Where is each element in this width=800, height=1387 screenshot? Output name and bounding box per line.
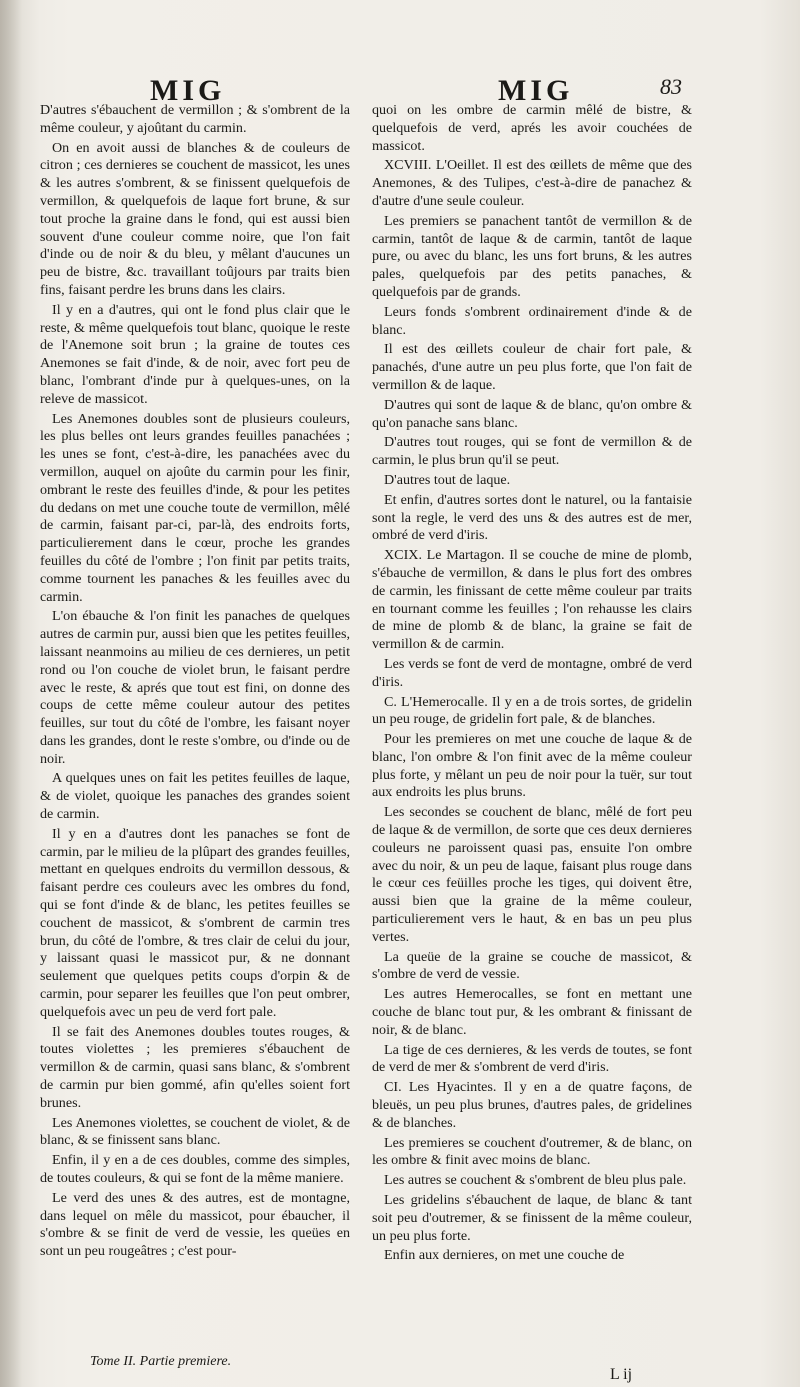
paragraph: Enfin aux dernieres, on met une couche de xyxy=(384,1247,625,1264)
paragraph: XCIX. Le Martagon. Il se couche de mine de plomb, s'ébauche de vermillon, & dans le plus fort des ombres de carmin, les finissant de cette même couleur par traits en tournant comme les feuilles ; l'on rehausse les clairs de mine de plomb & de blanc, la graine se fait de vermillon & de carmin. xyxy=(372,547,692,653)
paragraph: D'autres tout de laque. xyxy=(384,471,511,488)
paragraph: L'on ébauche & l'on finit les panaches de quelques autres de carmin pur, aussi bien que les petites feuilles, laissant neanmoins au milieu de ces dernieres, un petit rond ou l'on couche de violet brun, le faisant perdre avec le reste, & aprés que tout est fini, on donne des coups de cette même couleur autour des petites feuilles, sur tout du côté de l'ombre, les faisant noyer dans les grandes, dont le reste s'ombre, ou d'inde ou de noir. xyxy=(40,608,350,767)
running-head-left: MIG xyxy=(150,74,226,107)
gutter-shadow xyxy=(0,0,22,1387)
paragraph: Les secondes se couchent de blanc, mêlé de fort peu de laque & de vermillon, de sorte que ces deux dernieres couleurs ne paroissent quasi pas, ensuite l'on ombre avec du noir, & un peu de laque, faisant plus rouge dans le cœur ces feüilles proche les tiges, qui doivent être, aussi bien que la graine de la même couleur, particulierement vers le haut, & en bas un peu plus vertes. xyxy=(372,804,692,945)
paragraph: Les Anemones violettes, se couchent de violet, & de blanc, & se finissent sans blanc. xyxy=(40,1114,350,1149)
paragraph: XCVIII. L'Oeillet. Il est des œillets de même que des Anemones, & des Tulipes, c'est-à-dire de panachez & d'autre d'une seule couleur. xyxy=(372,157,692,209)
paragraph: D'autres tout rouges, qui se font de vermillon & de carmin, le plus brun qu'il se peut. xyxy=(372,434,692,469)
signature-mark: L ij xyxy=(610,1366,633,1383)
paragraph: Les verds se font de verd de montagne, ombré de verd d'iris. xyxy=(372,655,692,690)
paragraph: Les gridelins s'ébauchent de laque, de blanc & tant soit peu d'outremer, & se finissent de la même couleur, un peu plus forte. xyxy=(372,1192,692,1244)
paragraph: A quelques unes on fait les petites feuilles de laque, & de violet, quoique les panaches des grandes soient de carmin. xyxy=(40,770,350,823)
running-head-right: MIG xyxy=(498,74,574,107)
paragraph: Il se fait des Anemones doubles toutes rouges, & toutes violettes ; les premieres s'ébauchent de vermillon & de carmin, quasi sans blanc, & s'ombrent de carmin pur bien gommé, afin qu'elles soient fort brunes. xyxy=(40,1023,350,1111)
paragraph: Leurs fonds s'ombrent ordinairement d'inde & de blanc. xyxy=(372,303,692,338)
paragraph: Le verd des unes & des autres, est de montagne, dans lequel on mêle du massicot, pour ébaucher, il s'ombre & se finit de verd de vessie, les queües en sont un peu rougeâtres ; c'est pour- xyxy=(40,1189,350,1260)
paragraph: Enfin, il y en a de ces doubles, comme des simples, de toutes couleurs, & qui se font de la même maniere. xyxy=(40,1152,350,1187)
paragraph: quoi on les ombre de carmin mêlé de bistre, & quelquefois de verd, aprés les avoir couchées de massicot. xyxy=(372,102,692,154)
paragraph: Les autres Hemerocalles, se font en mettant une couche de blanc tout pur, & les ombrant & finissant de noir, & de blanc. xyxy=(372,986,692,1038)
paragraph: Les autres se couchent & s'ombrent de bleu plus pale. xyxy=(384,1172,687,1189)
paragraph: Les premieres se couchent d'outremer, & de blanc, on les ombre & finit avec moins de blanc. xyxy=(372,1134,692,1169)
paragraph: C. L'Hemerocalle. Il y en a de trois sortes, de gridelin un peu rouge, de gridelin fort pale, & de blanches. xyxy=(372,693,692,728)
paragraph: La tige de ces dernieres, & les verds de toutes, se font de verd de mer & s'ombrent de verd d'iris. xyxy=(372,1041,692,1076)
paragraph: D'autres s'ébauchent de vermillon ; & s'ombrent de la même couleur, y ajoûtant du carmin. xyxy=(40,102,350,136)
right-text-column xyxy=(372,102,692,1265)
volume-line: Tome II. Partie premiere. xyxy=(90,1354,232,1369)
paragraph: On en avoit aussi de blanches & de couleurs de citron ; ces dernieres se couchent de massicot, les unes & les autres s'ombrent, & se finissent quelquefois de vermillon, & quelquefois de laque fort brune, & sur tout proche la graine dans le fond, qui est aussi bien souvent d'une couleur comme noire, que l'on fait d'inde ou de noir & du bleu, y mêlant d'aucunes un peu de bistre, &c. travaillant toûjours par traits bien fins, faisant perdre les bruns dans les clairs. xyxy=(40,139,350,298)
paragraph: Il y en a d'autres dont les panaches se font de carmin, par le milieu de la plûpart des grandes feuilles, mettant en quelques endroits du vermillon dessous, & faisant perdre ces couleurs avec les ombres du fond, qui se font d'inde & de blanc, les petites feuilles se couchent de massicot, & s'ombrent de carmin tres brun, du côté de l'ombre, & tres clair de celui du jour, y laissant quasi le massicot pur, & ne donnant seulement que quelques petits coups d'orpin & de carmin, pour separer les feuilles que l'on peut ombrer, quelquefois avec un peu de verd fort pale. xyxy=(40,825,350,1020)
paragraph: Il est des œillets couleur de chair fort pale, & panachés, d'une autre un peu plus forte, que l'on fait de vermillon & de laque. xyxy=(372,341,692,393)
paragraph: Les premiers se panachent tantôt de vermillon & de carmin, tantôt de laque & de carmin, tantôt de laque pure, ou avec du blanc, les uns fort bruns, & les autres pales, quelquefois par des petits panaches, & quelquefois par de grands. xyxy=(372,212,692,300)
paragraph: Pour les premieres on met une couche de laque & de blanc, l'on ombre & l'on finit avec de la même couleur plus forte, y mêlant un peu de noir pour la tuër, sur tout aux endroits les plus bruns. xyxy=(372,731,692,801)
left-text-column xyxy=(40,102,350,1261)
paragraph: La queüe de la graine se couche de massicot, & s'ombre de verd de vessie. xyxy=(372,948,692,983)
paragraph: Il y en a d'autres, qui ont le fond plus clair que le reste, & même quelquefois tout blanc, quoique le reste de l'Anemone soit brun ; la graine de toutes ces Anemones se fait d'inde, & de noir, avec fort peu de blanc, l'ombrant d'inde pur à quelques-unes, on la releve de massicot. xyxy=(40,301,350,407)
paragraph: Et enfin, d'autres sortes dont le naturel, ou la fantaisie sont la regle, le verd des uns & des autres est de mer, ombré de verd d'iris. xyxy=(372,491,692,544)
page-number: 83 xyxy=(660,74,682,99)
paragraph: CI. Les Hyacintes. Il y en a de quatre façons, de bleuës, un peu plus brunes, d'autres pales, de gridelines & de blanches. xyxy=(372,1079,692,1131)
paragraph: Les Anemones doubles sont de plusieurs couleurs, les plus belles ont leurs grandes feuilles panachées ; les unes se font, c'est-à-dire, les panachées avec du vermillon, auquel on ajoûte du carmin pour les finir, ombrant le reste des feuilles d'inde, & pour les petites du dedans on met une couche toute de vermillon, mêlé de carmin, faisant par-ci, par-là, des endroits forts, particulierement dans le cœur, proche les grandes feuilles du côté de l'ombre ; l'on finit par petits traits, comme tournent les panaches & les feuilles avec du carmin. xyxy=(40,410,350,605)
paragraph: D'autres qui sont de laque & de blanc, qu'on ombre & qu'on panache sans blanc. xyxy=(372,396,692,431)
